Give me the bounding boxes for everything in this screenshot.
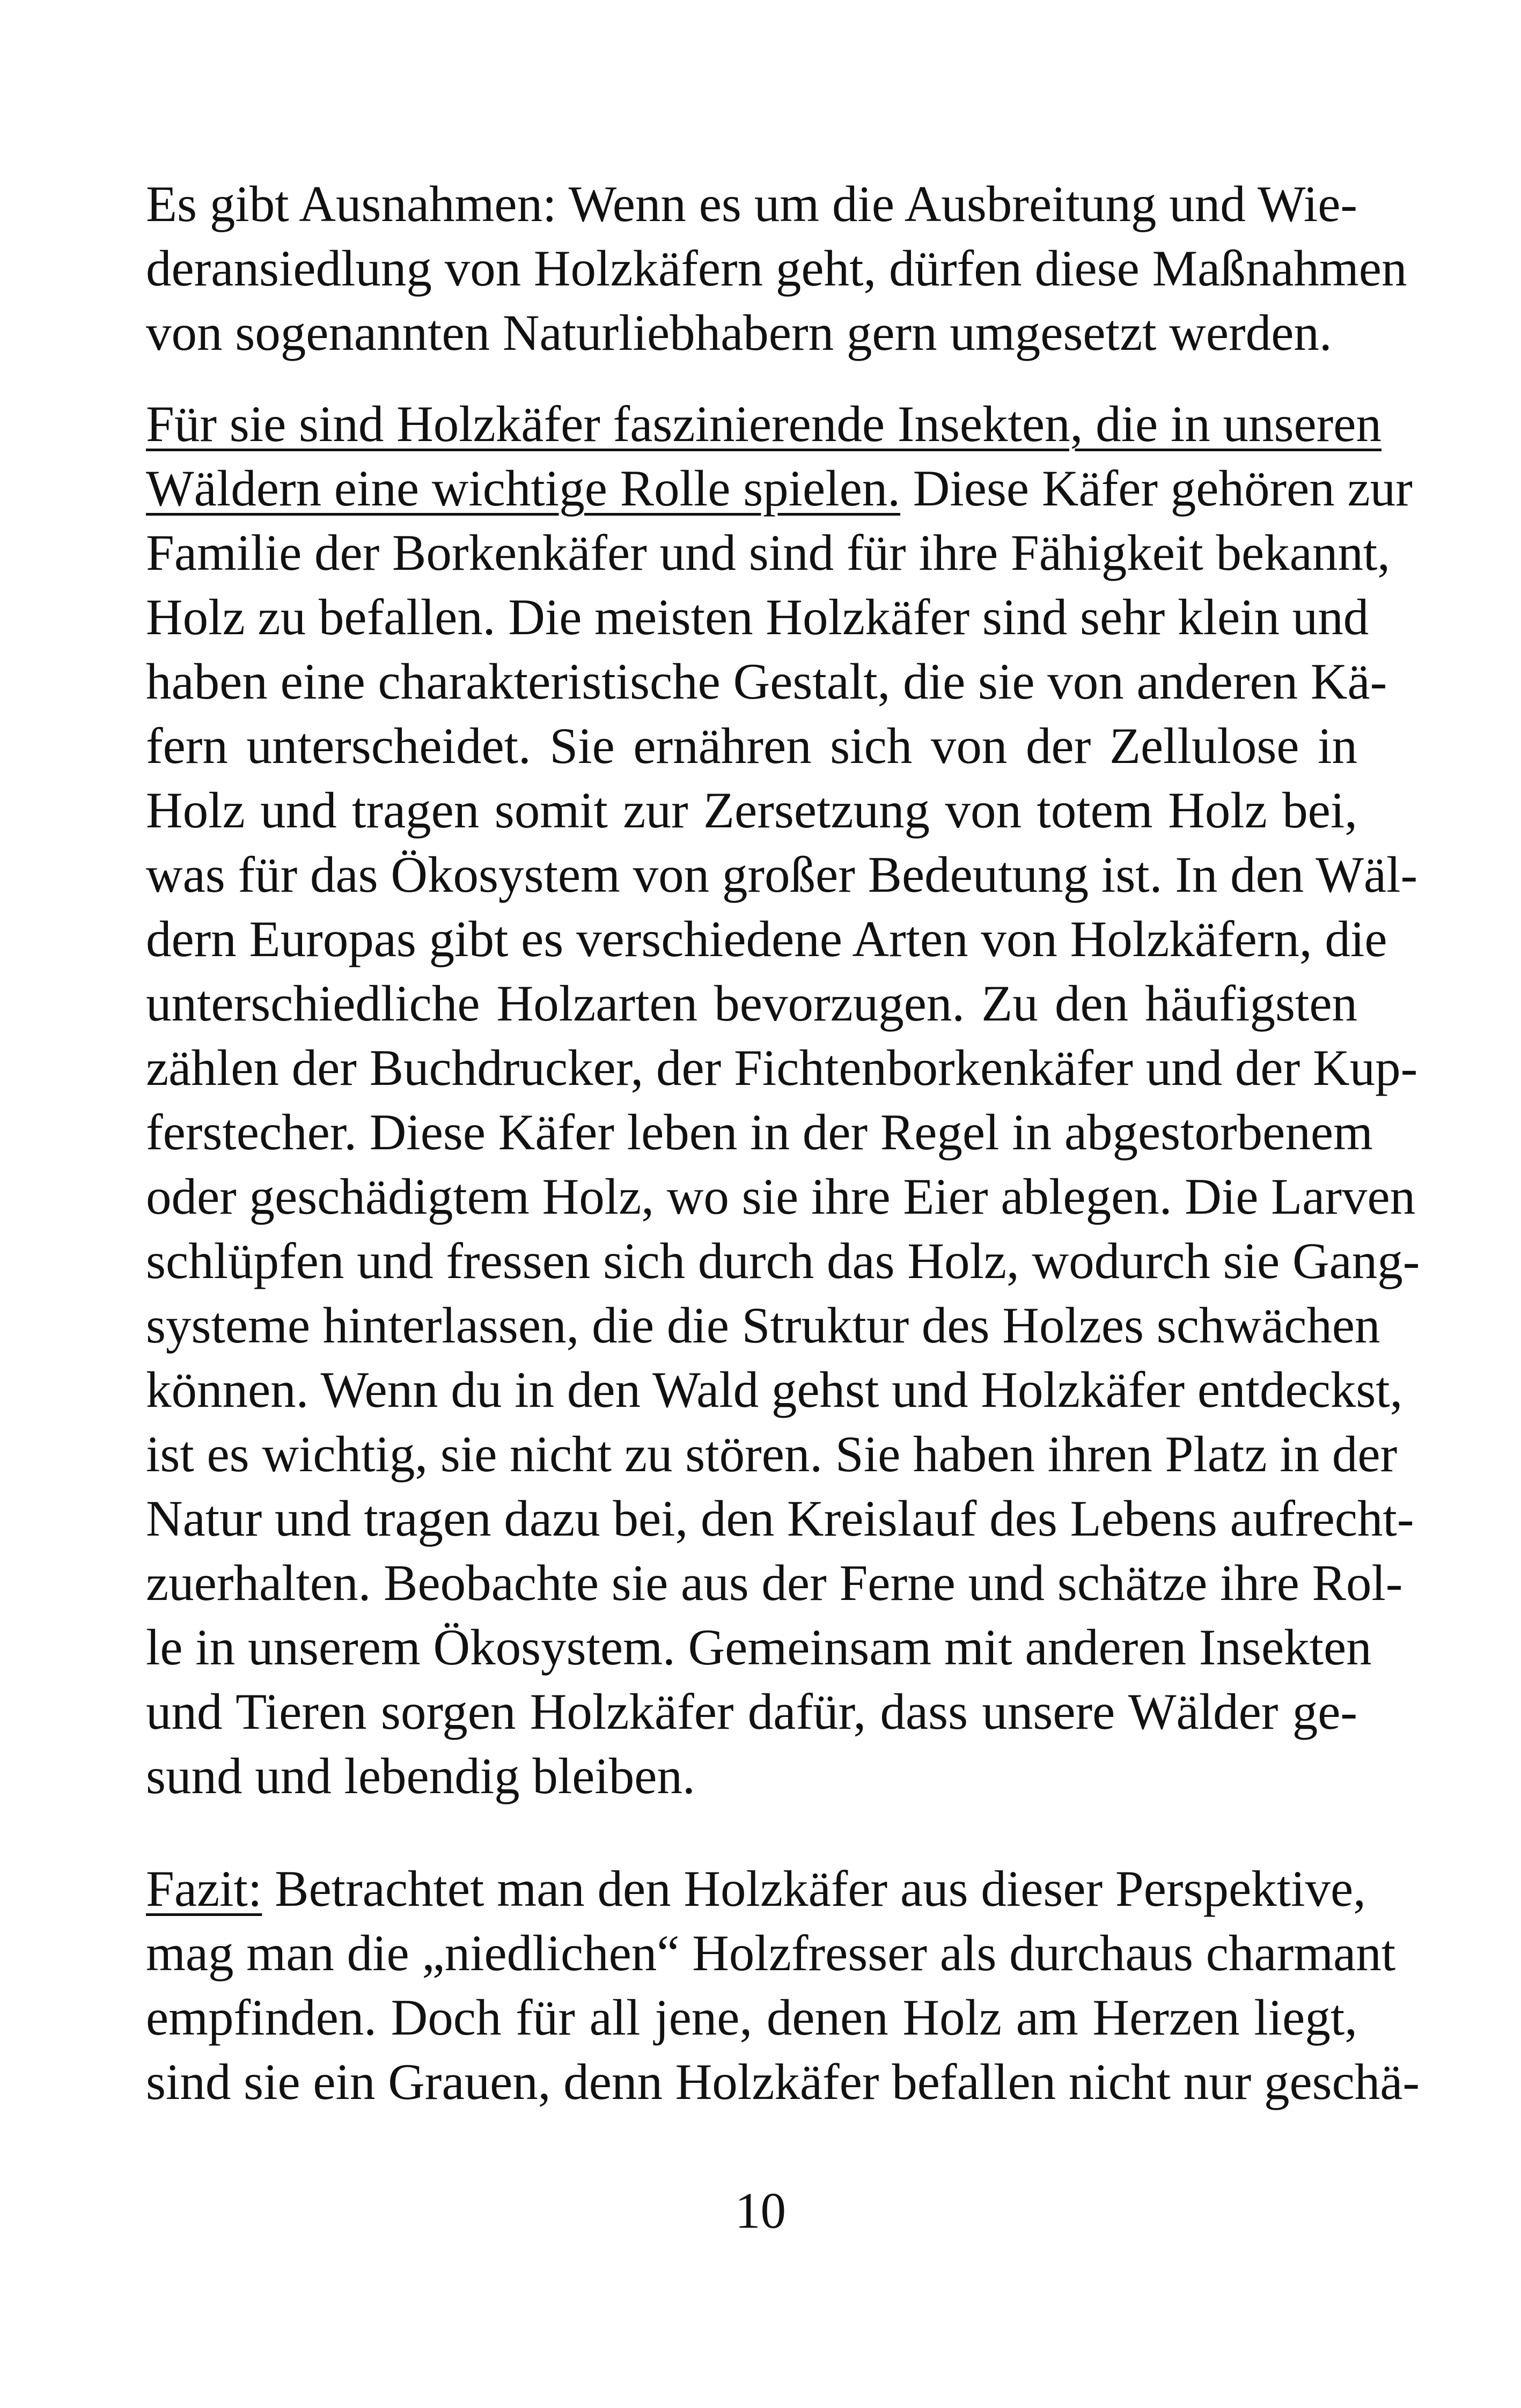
- text-line: schlüpfen und fressen sich durch das Holz, wodurch sie Gang-: [146, 1232, 1420, 1289]
- text-line: le in unserem Ökosystem. Gemeinsam mit anderen Insekten: [146, 1619, 1372, 1676]
- text-line: fern unterscheidet. Sie ernähren sich von der Zellulose in: [146, 717, 1357, 774]
- page-number: 10: [735, 2182, 786, 2239]
- text-line: zuerhalten. Beobachte sie aus der Ferne und schätze ihre Rol-: [146, 1554, 1403, 1611]
- text-line: unterschiedliche Holzarten bevorzugen. Zu den häufigsten: [146, 975, 1357, 1032]
- text-line: dern Europas gibt es verschiedene Arten von Holzkäfern, die: [146, 911, 1387, 967]
- text-line: deransiedlung von Holzkäfern geht, dürfen diese Maßnahmen: [146, 240, 1407, 297]
- text-line: ferstecher. Diese Käfer leben in der Regel in abgestorbenem: [146, 1104, 1373, 1161]
- text-line: sund und lebendig bleiben.: [146, 1748, 695, 1804]
- text-line: systeme hinterlassen, die die Struktur des Holzes schwächen: [146, 1297, 1380, 1354]
- text-line: Natur und tragen dazu bei, den Kreislauf des Lebens aufrecht-: [146, 1490, 1414, 1547]
- text-line: von sogenannten Naturliebhabern gern umgesetzt werden.: [146, 304, 1332, 361]
- text-line: empfinden. Doch für all jene, denen Holz am Herzen liegt,: [146, 1989, 1357, 2046]
- underlined-text: Für sie sind Holzkäfer faszinierende Insekten, die in unseren: [146, 395, 1382, 452]
- fazit-label: Fazit:: [146, 1860, 262, 1917]
- text-line: Holz und tragen somit zur Zersetzung von totem Holz bei,: [146, 782, 1357, 839]
- text-line: ist es wichtig, sie nicht zu stören. Sie haben ihren Platz in der: [146, 1426, 1398, 1482]
- text-line: Holz zu befallen. Die meisten Holzkäfer sind sehr klein und: [146, 589, 1369, 645]
- text-line: Es gibt Ausnahmen: Wenn es um die Ausbreitung und Wie-: [146, 175, 1357, 232]
- text-line: sind sie ein Grauen, denn Holzkäfer befallen nicht nur geschä-: [146, 2053, 1420, 2110]
- text-line: zählen der Buchdrucker, der Fichtenborkenkäfer und der Kup-: [146, 1039, 1418, 1096]
- underlined-text: Wäldern eine wichtige Rolle spielen.: [146, 460, 901, 517]
- text-segment: Betrachtet man den Holzkäfer aus dieser Perspektive,: [262, 1860, 1366, 1917]
- text-line: [146, 1856, 1366, 1921]
- text-line: was für das Ökosystem von großer Bedeutung ist. In den Wäl-: [146, 846, 1418, 903]
- text-line: [146, 392, 1382, 456]
- text-segment: Diese Käfer gehören zur: [900, 460, 1413, 517]
- text-line: haben eine charakteristische Gestalt, die sie von anderen Kä-: [146, 653, 1387, 710]
- text-line: Familie der Borkenkäfer und sind für ihre Fähigkeit bekannt,: [146, 524, 1390, 581]
- text-line: und Tieren sorgen Holzkäfer dafür, dass unsere Wälder ge-: [146, 1683, 1357, 1740]
- text-line: oder geschädigtem Holz, wo sie ihre Eier ablegen. Die Larven: [146, 1168, 1416, 1225]
- text-line: [146, 456, 1413, 520]
- text-line: können. Wenn du in den Wald gehst und Holzkäfer entdeckst,: [146, 1361, 1403, 1418]
- text-line: mag man die „niedlichen“ Holzfresser als durchaus charmant: [146, 1925, 1396, 1981]
